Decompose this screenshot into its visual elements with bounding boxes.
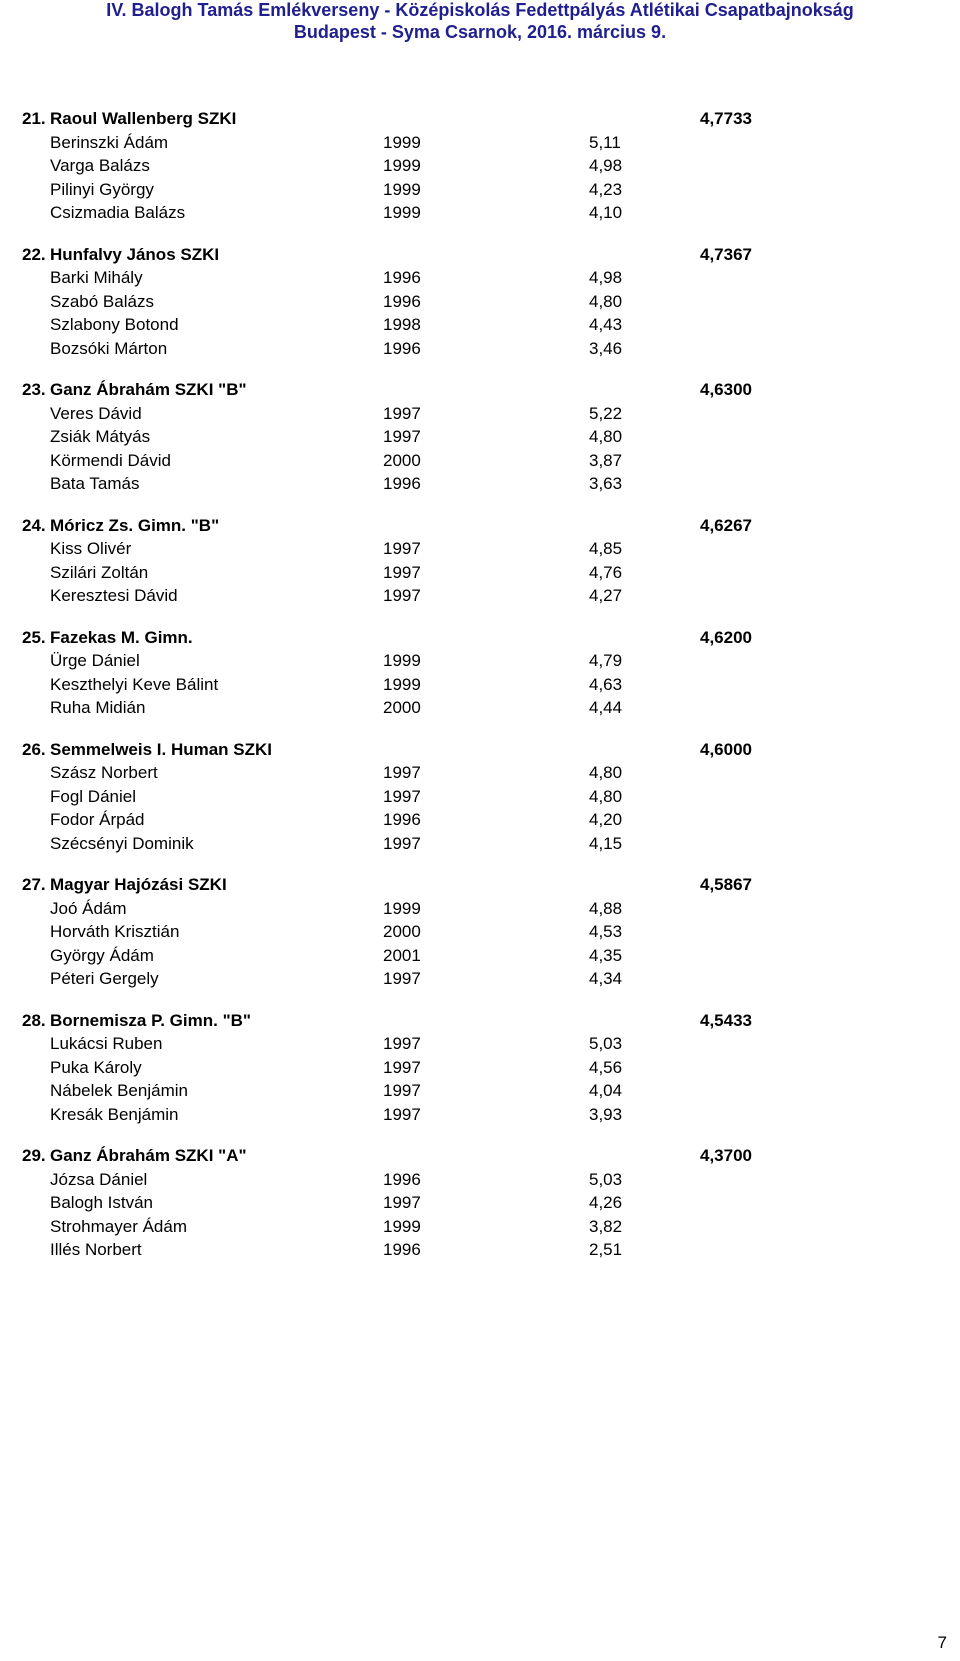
athlete-birth-year: 1996 <box>383 1169 421 1189</box>
team-header-row <box>0 107 960 131</box>
team-score: 4,7733 <box>700 109 752 128</box>
athlete-birth-year: 1997 <box>383 969 421 988</box>
team-header-row <box>0 873 960 897</box>
athlete-result: 4,79 <box>589 651 623 670</box>
athlete-name: Kresák Benjámin <box>50 1104 179 1124</box>
athlete-result: 3,46 <box>589 338 623 358</box>
athlete-row <box>0 761 960 785</box>
athlete-result: 2,51 <box>589 1240 623 1259</box>
athlete-birth-year: 1997 <box>383 586 421 605</box>
athlete-result: 4,44 <box>589 698 623 717</box>
athlete-birth-year: 1999 <box>383 132 421 152</box>
team-score: 4,3700 <box>700 1146 752 1165</box>
athlete-row <box>0 201 960 225</box>
athlete-name: Szász Norbert <box>50 763 158 782</box>
athlete-result: 4,76 <box>589 562 623 582</box>
athlete-result: 5,11 <box>589 132 621 152</box>
athlete-birth-year: 1996 <box>383 291 421 311</box>
athlete-row <box>0 290 960 314</box>
athlete-birth-year: 1997 <box>383 562 421 582</box>
athlete-result: 3,93 <box>589 1104 623 1124</box>
athlete-result: 4,88 <box>589 898 623 918</box>
athlete-birth-year: 1999 <box>383 203 421 222</box>
athlete-birth-year: 1997 <box>383 1104 421 1124</box>
athlete-birth-year: 1999 <box>383 179 421 199</box>
athlete-birth-year: 1997 <box>383 1057 421 1077</box>
athlete-result: 4,63 <box>589 674 623 694</box>
team-score: 4,5433 <box>700 1010 752 1030</box>
athlete-row <box>0 154 960 178</box>
athlete-row <box>0 1103 960 1127</box>
athlete-name: Péteri Gergely <box>50 969 159 988</box>
athlete-row <box>0 178 960 202</box>
athlete-birth-year: 2000 <box>383 450 421 470</box>
athlete-row <box>0 313 960 337</box>
athlete-row <box>0 832 960 856</box>
team-name: Semmelweis I. Human SZKI <box>50 739 273 759</box>
team-rank: 25. <box>22 627 46 647</box>
athlete-birth-year: 1996 <box>383 338 421 358</box>
athlete-name: Szabó Balázs <box>50 291 154 311</box>
athlete-row <box>0 425 960 449</box>
athlete-name: Keresztesi Dávid <box>50 586 178 605</box>
athlete-result: 4,80 <box>589 786 623 806</box>
athlete-birth-year: 1997 <box>383 833 421 853</box>
athlete-result: 4,98 <box>589 268 623 287</box>
athlete-result: 4,80 <box>589 427 623 446</box>
athlete-row <box>0 1032 960 1056</box>
athlete-result: 5,03 <box>589 1034 623 1053</box>
athlete-name: Strohmayer Ádám <box>50 1216 187 1236</box>
team-score: 4,7367 <box>700 244 752 264</box>
athlete-name: Ruha Midián <box>50 698 146 717</box>
athlete-row <box>0 1191 960 1215</box>
athlete-birth-year: 1998 <box>383 315 421 334</box>
athlete-birth-year: 1999 <box>383 651 421 670</box>
athlete-result: 4,20 <box>589 810 623 829</box>
event-title: IV. Balogh Tamás Emlékverseny - Középiskolás Fedettpályás Atlétikai Csapatbajnokság <box>106 0 854 20</box>
athlete-name: Barki Mihály <box>50 268 143 287</box>
team-name: Ganz Ábrahám SZKI "A" <box>50 1146 247 1165</box>
team-header-row <box>0 626 960 650</box>
athlete-row <box>0 472 960 496</box>
team-name: Fazekas M. Gimn. <box>50 627 193 647</box>
team-rank: 29. <box>22 1146 46 1165</box>
athlete-row <box>0 449 960 473</box>
athlete-birth-year: 1997 <box>383 1081 421 1100</box>
athlete-row <box>0 1056 960 1080</box>
athlete-birth-year: 1997 <box>383 403 421 423</box>
team-score: 4,6300 <box>700 380 752 399</box>
athlete-result: 4,04 <box>589 1081 623 1100</box>
athlete-name: Lukácsi Ruben <box>50 1034 163 1053</box>
team-rank: 22. <box>22 244 46 264</box>
athlete-name: Szlabony Botond <box>50 315 179 334</box>
athlete-name: Bata Tamás <box>50 474 140 493</box>
team-name: Móricz Zs. Gimn. "B" <box>50 515 220 535</box>
athlete-name: Körmendi Dávid <box>50 450 171 470</box>
athlete-name: Zsiák Mátyás <box>50 427 151 446</box>
team-score: 4,6267 <box>700 515 752 535</box>
athlete-birth-year: 1997 <box>383 1034 421 1053</box>
team-name: Ganz Ábrahám SZKI "B" <box>50 380 247 399</box>
athlete-row <box>0 920 960 944</box>
athlete-row <box>0 337 960 361</box>
athlete-result: 3,87 <box>589 450 623 470</box>
athlete-result: 4,80 <box>589 291 623 311</box>
athlete-name: Berinszki Ádám <box>50 132 169 152</box>
athlete-row <box>0 266 960 290</box>
athlete-name: Varga Balázs <box>50 156 150 175</box>
athlete-result: 4,80 <box>589 763 623 782</box>
team-rank: 24. <box>22 515 46 535</box>
team-score: 4,6200 <box>700 627 752 647</box>
athlete-name: Keszthelyi Keve Bálint <box>50 674 219 694</box>
athlete-birth-year: 1997 <box>383 763 421 782</box>
athlete-birth-year: 1997 <box>383 539 421 558</box>
athlete-birth-year: 2000 <box>383 698 421 717</box>
athlete-name: Ürge Dániel <box>50 651 140 670</box>
event-venue-date: Budapest - Syma Csarnok, 2016. március 9. <box>293 22 667 42</box>
athlete-result: 4,27 <box>589 586 623 605</box>
athlete-birth-year: 1999 <box>383 898 421 918</box>
team-header-row <box>0 514 960 538</box>
team-header-row <box>0 378 960 402</box>
athlete-birth-year: 1999 <box>383 674 421 694</box>
athlete-name: Fogl Dániel <box>50 786 136 806</box>
athlete-result: 5,22 <box>589 403 623 423</box>
athlete-row <box>0 897 960 921</box>
athlete-row <box>0 967 960 991</box>
athlete-row <box>0 1079 960 1103</box>
team-header-row <box>0 1144 960 1168</box>
team-name: Bornemisza P. Gimn. "B" <box>50 1010 251 1030</box>
athlete-row <box>0 1238 960 1262</box>
athlete-birth-year: 1997 <box>383 786 421 806</box>
athlete-result: 4,35 <box>589 945 623 965</box>
athlete-result: 5,03 <box>589 1169 623 1189</box>
athlete-name: Puka Károly <box>50 1057 142 1077</box>
athlete-name: Balogh István <box>50 1193 154 1212</box>
athlete-row <box>0 537 960 561</box>
athlete-result: 4,10 <box>589 203 623 222</box>
athlete-name: Pilinyi György <box>50 179 154 199</box>
athlete-result: 3,63 <box>589 474 623 493</box>
athlete-birth-year: 1996 <box>383 268 421 287</box>
team-rank: 21. <box>22 109 46 128</box>
athlete-birth-year: 1997 <box>383 427 421 446</box>
athlete-result: 4,23 <box>589 179 623 199</box>
team-header-row <box>0 738 960 762</box>
athlete-row <box>0 673 960 697</box>
team-header-row <box>0 1009 960 1033</box>
athlete-name: Bozsóki Márton <box>50 338 168 358</box>
athlete-row <box>0 584 960 608</box>
athlete-name: Szécsényi Dominik <box>50 833 194 853</box>
team-header-row <box>0 243 960 267</box>
team-rank: 23. <box>22 380 46 399</box>
athlete-birth-year: 1996 <box>383 1240 421 1259</box>
team-name: Magyar Hajózási SZKI <box>50 875 227 894</box>
athlete-result: 4,98 <box>589 156 623 175</box>
athlete-result: 3,82 <box>589 1216 623 1236</box>
athlete-name: György Ádám <box>50 945 154 965</box>
team-score: 4,5867 <box>700 875 752 894</box>
athlete-name: Csizmadia Balázs <box>50 203 186 222</box>
athlete-row <box>0 696 960 720</box>
team-rank: 26. <box>22 739 46 759</box>
athlete-row <box>0 944 960 968</box>
athlete-row <box>0 402 960 426</box>
athlete-result: 4,56 <box>589 1057 623 1077</box>
athlete-row <box>0 1215 960 1239</box>
athlete-row <box>0 649 960 673</box>
athlete-row <box>0 808 960 832</box>
athlete-result: 4,85 <box>589 539 623 558</box>
team-name: Hunfalvy János SZKI <box>50 244 220 264</box>
athlete-row <box>0 785 960 809</box>
athlete-name: Horváth Krisztián <box>50 922 180 941</box>
athlete-result: 4,15 <box>589 833 623 853</box>
athlete-name: Szilári Zoltán <box>50 562 149 582</box>
athlete-result: 4,26 <box>589 1193 623 1212</box>
athlete-birth-year: 1999 <box>383 156 421 175</box>
athlete-birth-year: 1997 <box>383 1193 421 1212</box>
athlete-result: 4,43 <box>589 315 623 334</box>
athlete-name: Nábelek Benjámin <box>50 1081 188 1100</box>
team-name: Raoul Wallenberg SZKI <box>50 109 237 128</box>
athlete-birth-year: 2000 <box>383 922 421 941</box>
athlete-name: Józsa Dániel <box>50 1169 148 1189</box>
athlete-birth-year: 2001 <box>383 945 421 965</box>
athlete-birth-year: 1996 <box>383 810 421 829</box>
athlete-row <box>0 561 960 585</box>
athlete-birth-year: 1996 <box>383 474 421 493</box>
athlete-name: Kiss Olivér <box>50 539 132 558</box>
athlete-name: Veres Dávid <box>50 403 142 423</box>
athlete-name: Joó Ádám <box>50 898 127 918</box>
athlete-result: 4,53 <box>589 922 623 941</box>
athlete-result: 4,34 <box>589 969 623 988</box>
team-rank: 28. <box>22 1010 46 1030</box>
athlete-row <box>0 131 960 155</box>
athlete-row <box>0 1168 960 1192</box>
athlete-name: Illés Norbert <box>50 1240 142 1259</box>
page-number: 7 <box>937 1633 947 1652</box>
team-score: 4,6000 <box>700 739 752 759</box>
team-rank: 27. <box>22 875 46 894</box>
athlete-birth-year: 1999 <box>383 1216 421 1236</box>
athlete-name: Fodor Árpád <box>50 810 145 829</box>
